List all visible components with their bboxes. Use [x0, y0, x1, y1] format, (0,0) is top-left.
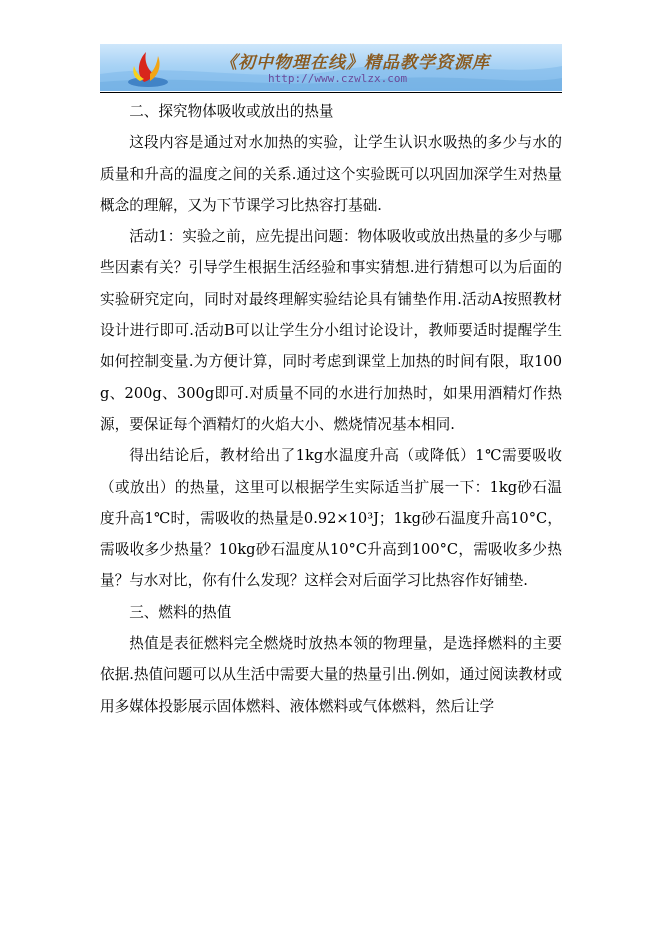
paragraph: 活动1：实验之前，应先提出问题：物体吸收或放出热量的多少与哪些因素有关？引导学生根据生活经验和事实猜想.进行猜想可以为后面的实验研究定向，同时对最终理解实验结论具有铺垫作用.活动A按照教材设计进行即可.活动B可以让学生分小组讨论设计，教师要适时提醒学生如何控制变量.为方便计算，同时考虑到课堂上加热的时间有限，取100g、200g、300g即可.对质量不同的水进行加热时，如果用酒精灯作热源，要保证每个酒精灯的火焰大小、燃烧情况基本相同.	[100, 228, 562, 433]
site-title: 《初中物理在线》精品教学资源库	[220, 53, 490, 73]
section-heading-3: 三、燃料的热值	[129, 603, 232, 621]
paragraph: 这段内容是通过对水加热的实验，让学生认识水吸热的多少与水的质量和升高的温度之间的关系.通过这个实验既可以巩固加深学生对热量概念的理解，又为下节课学习比热容打基础.	[100, 134, 562, 214]
site-url[interactable]: http://www.czwlzx.com	[268, 72, 408, 85]
paragraph: 得出结论后，教材给出了1kg水温度升高（或降低）1℃需要吸收（或放出）的热量，这里可以根据学生实际适当扩展一下：1kg砂石温度升高1℃时，需吸收的热量是0.92×10³J；1kg砂石温度升高10°C，需吸收多少热量？10kg砂石温度从10°C升高到100°C，需吸收多少热量？与水对比，你有什么发现？这样会对后面学习比热容作好铺垫.	[100, 447, 562, 590]
paragraph: 热值是表征燃料完全燃烧时放热本领的物理量，是选择燃料的主要依据.热值问题可以从生活中需要大量的热量引出.例如，通过阅读教材或用多媒体投影展示固体燃料、液体燃料或气体燃料，然后让学	[100, 635, 562, 715]
header-banner	[100, 44, 562, 91]
header-divider	[100, 92, 562, 93]
document-body	[100, 96, 562, 722]
site-logo-icon	[124, 48, 172, 88]
section-heading-2: 二、探究物体吸收或放出的热量	[129, 103, 334, 120]
